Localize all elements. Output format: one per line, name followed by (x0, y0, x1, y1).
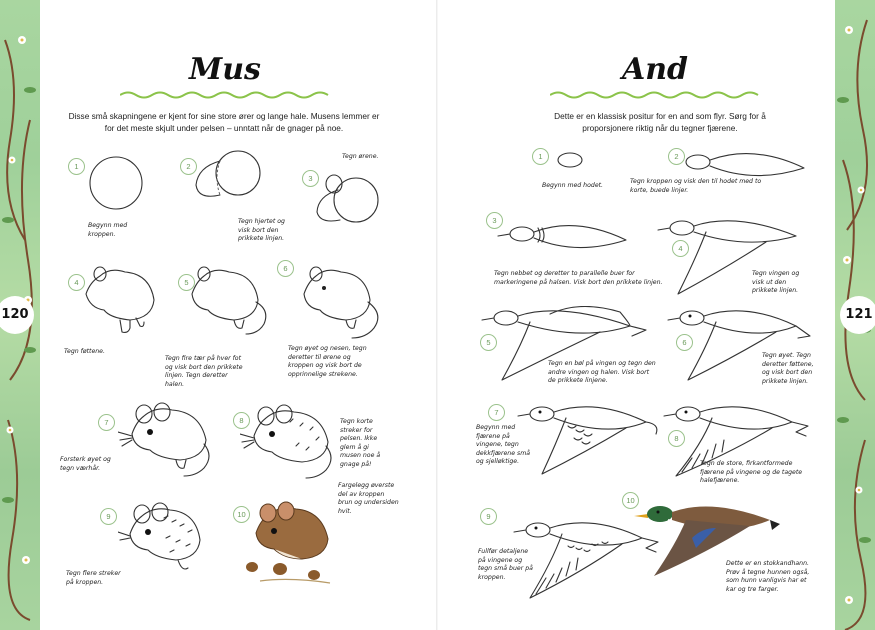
step-note-and-2: Tegn kroppen og visk den til hodet med to korte, buede linjer. (630, 178, 762, 194)
step-number-mus-5: 5 (178, 274, 195, 291)
step-number-mus-8: 8 (233, 412, 250, 429)
step-note-mus-7: Forsterk øyet og tegn værhår. (60, 456, 111, 472)
step-number-and-8: 8 (668, 430, 685, 447)
mouse-step-6-drawing (300, 262, 385, 342)
title-underline-wave-icon (120, 90, 330, 100)
step-note-mus-8: Tegn korte streker for pelsen. Ikke glem å gi musen noe å gnage på! (340, 418, 381, 468)
step-number-and-10: 10 (622, 492, 639, 509)
step-note-mus-3: Tegn ørene. (342, 153, 379, 160)
step-note-and-9: Fullfør detaljene på vingene og tegn små buer på kroppen. (478, 548, 533, 581)
step-number-and-4: 4 (672, 240, 689, 257)
mouse-step-3-drawing (312, 160, 382, 230)
step-number-and-2: 2 (668, 148, 685, 165)
page-number-left: 120 (0, 296, 34, 334)
step-note-and-7: Begynn med fjærene på vingene, tegn dekkfjærene små og sjelløktige. (476, 424, 531, 466)
mouse-step-4-drawing (80, 262, 160, 337)
step-number-mus-1: 1 (68, 158, 85, 175)
step-number-mus-9: 9 (100, 508, 117, 525)
step-number-and-1: 1 (532, 148, 549, 165)
title-underline-wave-icon (550, 90, 760, 100)
step-number-and-6: 6 (676, 334, 693, 351)
duck-step-1-drawing (556, 150, 586, 170)
step-number-and-5: 5 (480, 334, 497, 351)
duck-step-3-drawing (496, 218, 636, 258)
step-note-and-3: Tegn nebbet og deretter to parallelle buer for markeringene på halsen. Visk bort den prikkete linjen. (494, 270, 663, 286)
step-number-and-7: 7 (488, 404, 505, 421)
step-note-mus-1: Begynn med kroppen. (88, 222, 128, 238)
step-note-mus-10: Fargelegg øverste del av kroppen brun og undersiden hvit. (338, 482, 399, 515)
intro-text-mus: Disse små skapningene er kjent for sine store ører og lange hale. Musens lemmer er for det meste skjult under pelsen – unntatt når de gnager på noe. (68, 111, 380, 133)
page-title-and: And (621, 52, 689, 87)
step-note-mus-9: Tegn flere streker på kroppen. (66, 570, 121, 586)
step-number-mus-3: 3 (302, 170, 319, 187)
step-number-mus-7: 7 (98, 414, 115, 431)
mouse-step-2-drawing (190, 145, 270, 210)
page-title-mus: Mus (189, 52, 261, 87)
mouse-step-10-colored-drawing (240, 495, 340, 590)
mouse-step-9-drawing (118, 498, 208, 578)
mouse-step-8-drawing (240, 400, 340, 480)
intro-text-and: Dette er en klassisk positur for en and som flyr. Sørg for å proporsjonere riktig når du tegner fjærene. (554, 111, 766, 133)
mouse-step-5-drawing (188, 262, 273, 337)
step-number-mus-10: 10 (233, 506, 250, 523)
step-note-mus-5: Tegn fire tær på hver fot og visk bort den prikkete linjen. Tegn deretter halen. (165, 355, 243, 388)
step-note-mus-4: Tegn føttene. (64, 348, 105, 355)
step-number-mus-4: 4 (68, 274, 85, 291)
mouse-step-7-drawing (118, 398, 218, 478)
step-note-and-4: Tegn vingen og visk ut den prikkete linjen. (752, 270, 800, 295)
step-note-and-6: Tegn øyet. Tegn deretter føttene, og visk bort den prikkete linjen. (762, 352, 814, 385)
step-number-mus-2: 2 (180, 158, 197, 175)
step-number-mus-6: 6 (277, 260, 294, 277)
step-note-and-8: Tegn de store, firkantformede fjærene på vingene og de tagete halefjærene. (700, 460, 803, 485)
mouse-step-1-drawing (85, 153, 155, 213)
step-number-and-3: 3 (486, 212, 503, 229)
page-number-right: 121 (840, 296, 875, 334)
step-note-mus-2: Tegn hjertet og visk bort den prikkete linjen. (238, 218, 285, 243)
step-number-and-9: 9 (480, 508, 497, 525)
book-gutter (436, 0, 438, 630)
step-note-and-1: Begynn med hodet. (542, 182, 604, 189)
duck-step-7-drawing (516, 402, 666, 482)
step-note-mus-6: Tegn øyet og nesen, tegn deretter til ørene og kroppen og visk bort de opprinnelige strekene. (288, 345, 367, 378)
step-note-and-5: Tegn en bøl på vingen og tegn den andre vingen og halen. Visk bort de prikkete linjene. (548, 360, 656, 385)
step-note-and-10: Dette er en stokkandhann. Prøv å tegne hunnen også, som hunn vanligvis har et kar og tre farger. (726, 560, 810, 593)
